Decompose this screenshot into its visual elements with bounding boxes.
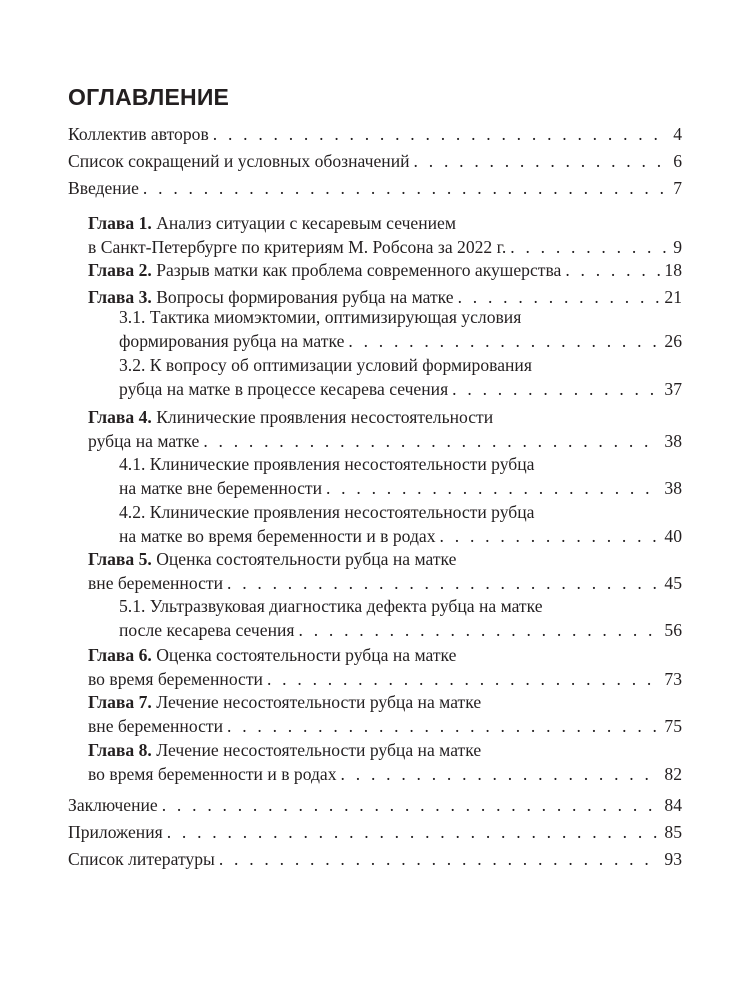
page-number: 7: [673, 178, 682, 198]
chapter-number: Глава 1.: [88, 213, 152, 233]
toc-entry-title: Список сокращений и условных обозначений: [68, 151, 410, 171]
toc-entry[interactable]: [88, 258, 682, 282]
dot-leader: [227, 571, 660, 595]
toc-entry-line: [88, 738, 682, 762]
page-number: 26: [664, 331, 682, 351]
toc-entry-title: Разрыв матки как проблема современного акушерства: [156, 260, 562, 280]
dot-leader: [203, 429, 660, 453]
toc-entry-line: [68, 122, 682, 146]
dot-leader: [267, 667, 660, 691]
page-number: 75: [664, 716, 682, 736]
toc-entry-line: [119, 305, 682, 329]
toc-entry-line: [68, 820, 682, 844]
toc-entry-line: [119, 524, 682, 548]
toc-entry-title: Лечение несостоятельности рубца на матке: [156, 740, 482, 760]
toc-entry-line: [88, 235, 682, 259]
toc-entry-title: вне беременности: [88, 716, 223, 736]
toc-entry-title: 3.1. Тактика миомэктомии, оптимизирующая условия: [119, 307, 522, 327]
toc-entry-line: [88, 405, 682, 429]
toc-entry-line: [88, 258, 682, 282]
dot-leader: [219, 847, 661, 871]
toc-entry-title: вне беременности: [88, 573, 223, 593]
chapter-number: Глава 3.: [88, 287, 152, 307]
dot-leader: [143, 176, 669, 200]
page-number: 38: [664, 431, 682, 451]
toc-entry-title: Приложения: [68, 822, 163, 842]
toc-entry[interactable]: [88, 547, 682, 595]
toc-entry-title: Вопросы формирования рубца на матке: [156, 287, 454, 307]
toc-entry-title: Коллектив авторов: [68, 124, 209, 144]
toc-entry[interactable]: [88, 643, 682, 691]
toc-entry[interactable]: [119, 353, 682, 401]
dot-leader: [414, 149, 670, 173]
page-number: 73: [664, 669, 682, 689]
toc-entry-line: [119, 377, 682, 401]
toc-entry-line: [88, 211, 682, 235]
toc-entry-title: 5.1. Ультразвуковая диагностика дефекта рубца на матке: [119, 596, 543, 616]
dot-leader: [299, 618, 661, 642]
toc-entry-title: во время беременности: [88, 669, 263, 689]
toc-entry-line: [68, 793, 682, 817]
toc-entry-title: рубца на матке: [88, 431, 200, 451]
toc-entry-line: [119, 618, 682, 642]
toc-entry-title: Заключение: [68, 795, 158, 815]
toc-entry-title: формирования рубца на матке: [119, 331, 345, 351]
toc-entry[interactable]: [68, 149, 682, 173]
toc-entry[interactable]: [119, 305, 682, 353]
toc-entry-line: [119, 594, 682, 618]
dot-leader: [452, 377, 660, 401]
toc-entry-title: на матке во время беременности и в родах: [119, 526, 436, 546]
page-number: 82: [664, 764, 682, 784]
page-number: 21: [664, 287, 682, 307]
toc-entry-line: [119, 452, 682, 476]
toc-entry-title: Анализ ситуации с кесаревым сечением: [156, 213, 457, 233]
dot-leader: [213, 122, 669, 146]
toc-entry-line: [119, 476, 682, 500]
page-number: 85: [664, 822, 682, 842]
dot-leader: [341, 762, 661, 786]
toc-entry-title: после кесарева сечения: [119, 620, 295, 640]
toc-entry[interactable]: [68, 176, 682, 200]
page-number: 56: [664, 620, 682, 640]
chapter-number: Глава 5.: [88, 549, 152, 569]
dot-leader: [162, 793, 661, 817]
toc-entry-line: [88, 571, 682, 595]
dot-leader: [227, 714, 660, 738]
page-number: 38: [664, 478, 682, 498]
page-number: 93: [664, 849, 682, 869]
toc-entry-line: [119, 353, 682, 377]
toc-entry-title: Клинические проявления несостоятельности: [156, 407, 494, 427]
toc-entry-title: на матке вне беременности: [119, 478, 322, 498]
toc-entry-line: [119, 329, 682, 353]
toc-entry-line: [119, 500, 682, 524]
dot-leader: [565, 258, 660, 282]
toc-entry-line: [68, 149, 682, 173]
toc-entry-line: [68, 847, 682, 871]
page-number: 45: [664, 573, 682, 593]
dot-leader: [348, 329, 660, 353]
toc-entry[interactable]: [88, 738, 682, 786]
toc-entry[interactable]: [88, 211, 682, 259]
chapter-number: Глава 2.: [88, 260, 152, 280]
page-number: 4: [673, 124, 682, 144]
page-number: 37: [664, 379, 682, 399]
chapter-number: Глава 7.: [88, 692, 152, 712]
toc-entry-line: [88, 429, 682, 453]
page-number: 18: [664, 260, 682, 280]
toc-entry[interactable]: [119, 500, 682, 548]
toc-entry[interactable]: [68, 847, 682, 871]
toc-entry[interactable]: [88, 690, 682, 738]
toc-entry-line: [88, 762, 682, 786]
toc-entry-title: 3.2. К вопросу об оптимизации условий формирования: [119, 355, 532, 375]
toc-entry-line: [68, 176, 682, 200]
toc-entry[interactable]: [88, 405, 682, 453]
toc-entry[interactable]: [119, 594, 682, 642]
page-number: 6: [673, 151, 682, 171]
toc-entry[interactable]: [68, 122, 682, 146]
toc-entry-line: [88, 690, 682, 714]
chapter-number: Глава 8.: [88, 740, 152, 760]
toc-entry-line: [88, 547, 682, 571]
toc-entry-title: рубца на матке в процессе кесарева сечения: [119, 379, 449, 399]
toc-entry-title: Введение: [68, 178, 139, 198]
dot-leader: [440, 524, 661, 548]
toc-entry-title: 4.1. Клинические проявления несостоятельности рубца: [119, 454, 535, 474]
toc-entry-title: Оценка состоятельности рубца на матке: [156, 645, 457, 665]
toc-entry-line: [88, 714, 682, 738]
page-number: 40: [664, 526, 682, 546]
toc-entry-line: [88, 643, 682, 667]
toc-title: ОГЛАВЛЕНИЕ: [68, 84, 230, 110]
toc-entry[interactable]: [119, 452, 682, 500]
dot-leader: [167, 820, 661, 844]
toc-entry-line: [88, 667, 682, 691]
toc-entry-title: Лечение несостоятельности рубца на матке: [156, 692, 482, 712]
toc-entry-title: в Санкт-Петербурге по критериям М. Робсона за 2022 г.: [88, 237, 507, 257]
page-number: 9: [673, 237, 682, 257]
chapter-number: Глава 6.: [88, 645, 152, 665]
toc-entry-title: во время беременности и в родах: [88, 764, 337, 784]
toc-entry-title: Оценка состоятельности рубца на матке: [156, 549, 457, 569]
page-number: 84: [664, 795, 682, 815]
toc-entry-title: 4.2. Клинические проявления несостоятельности рубца: [119, 502, 535, 522]
dot-leader: [326, 476, 660, 500]
chapter-number: Глава 4.: [88, 407, 152, 427]
toc-entry[interactable]: [68, 793, 682, 817]
dot-leader: [510, 235, 669, 259]
toc-entry[interactable]: [68, 820, 682, 844]
toc-entry-title: Список литературы: [68, 849, 215, 869]
